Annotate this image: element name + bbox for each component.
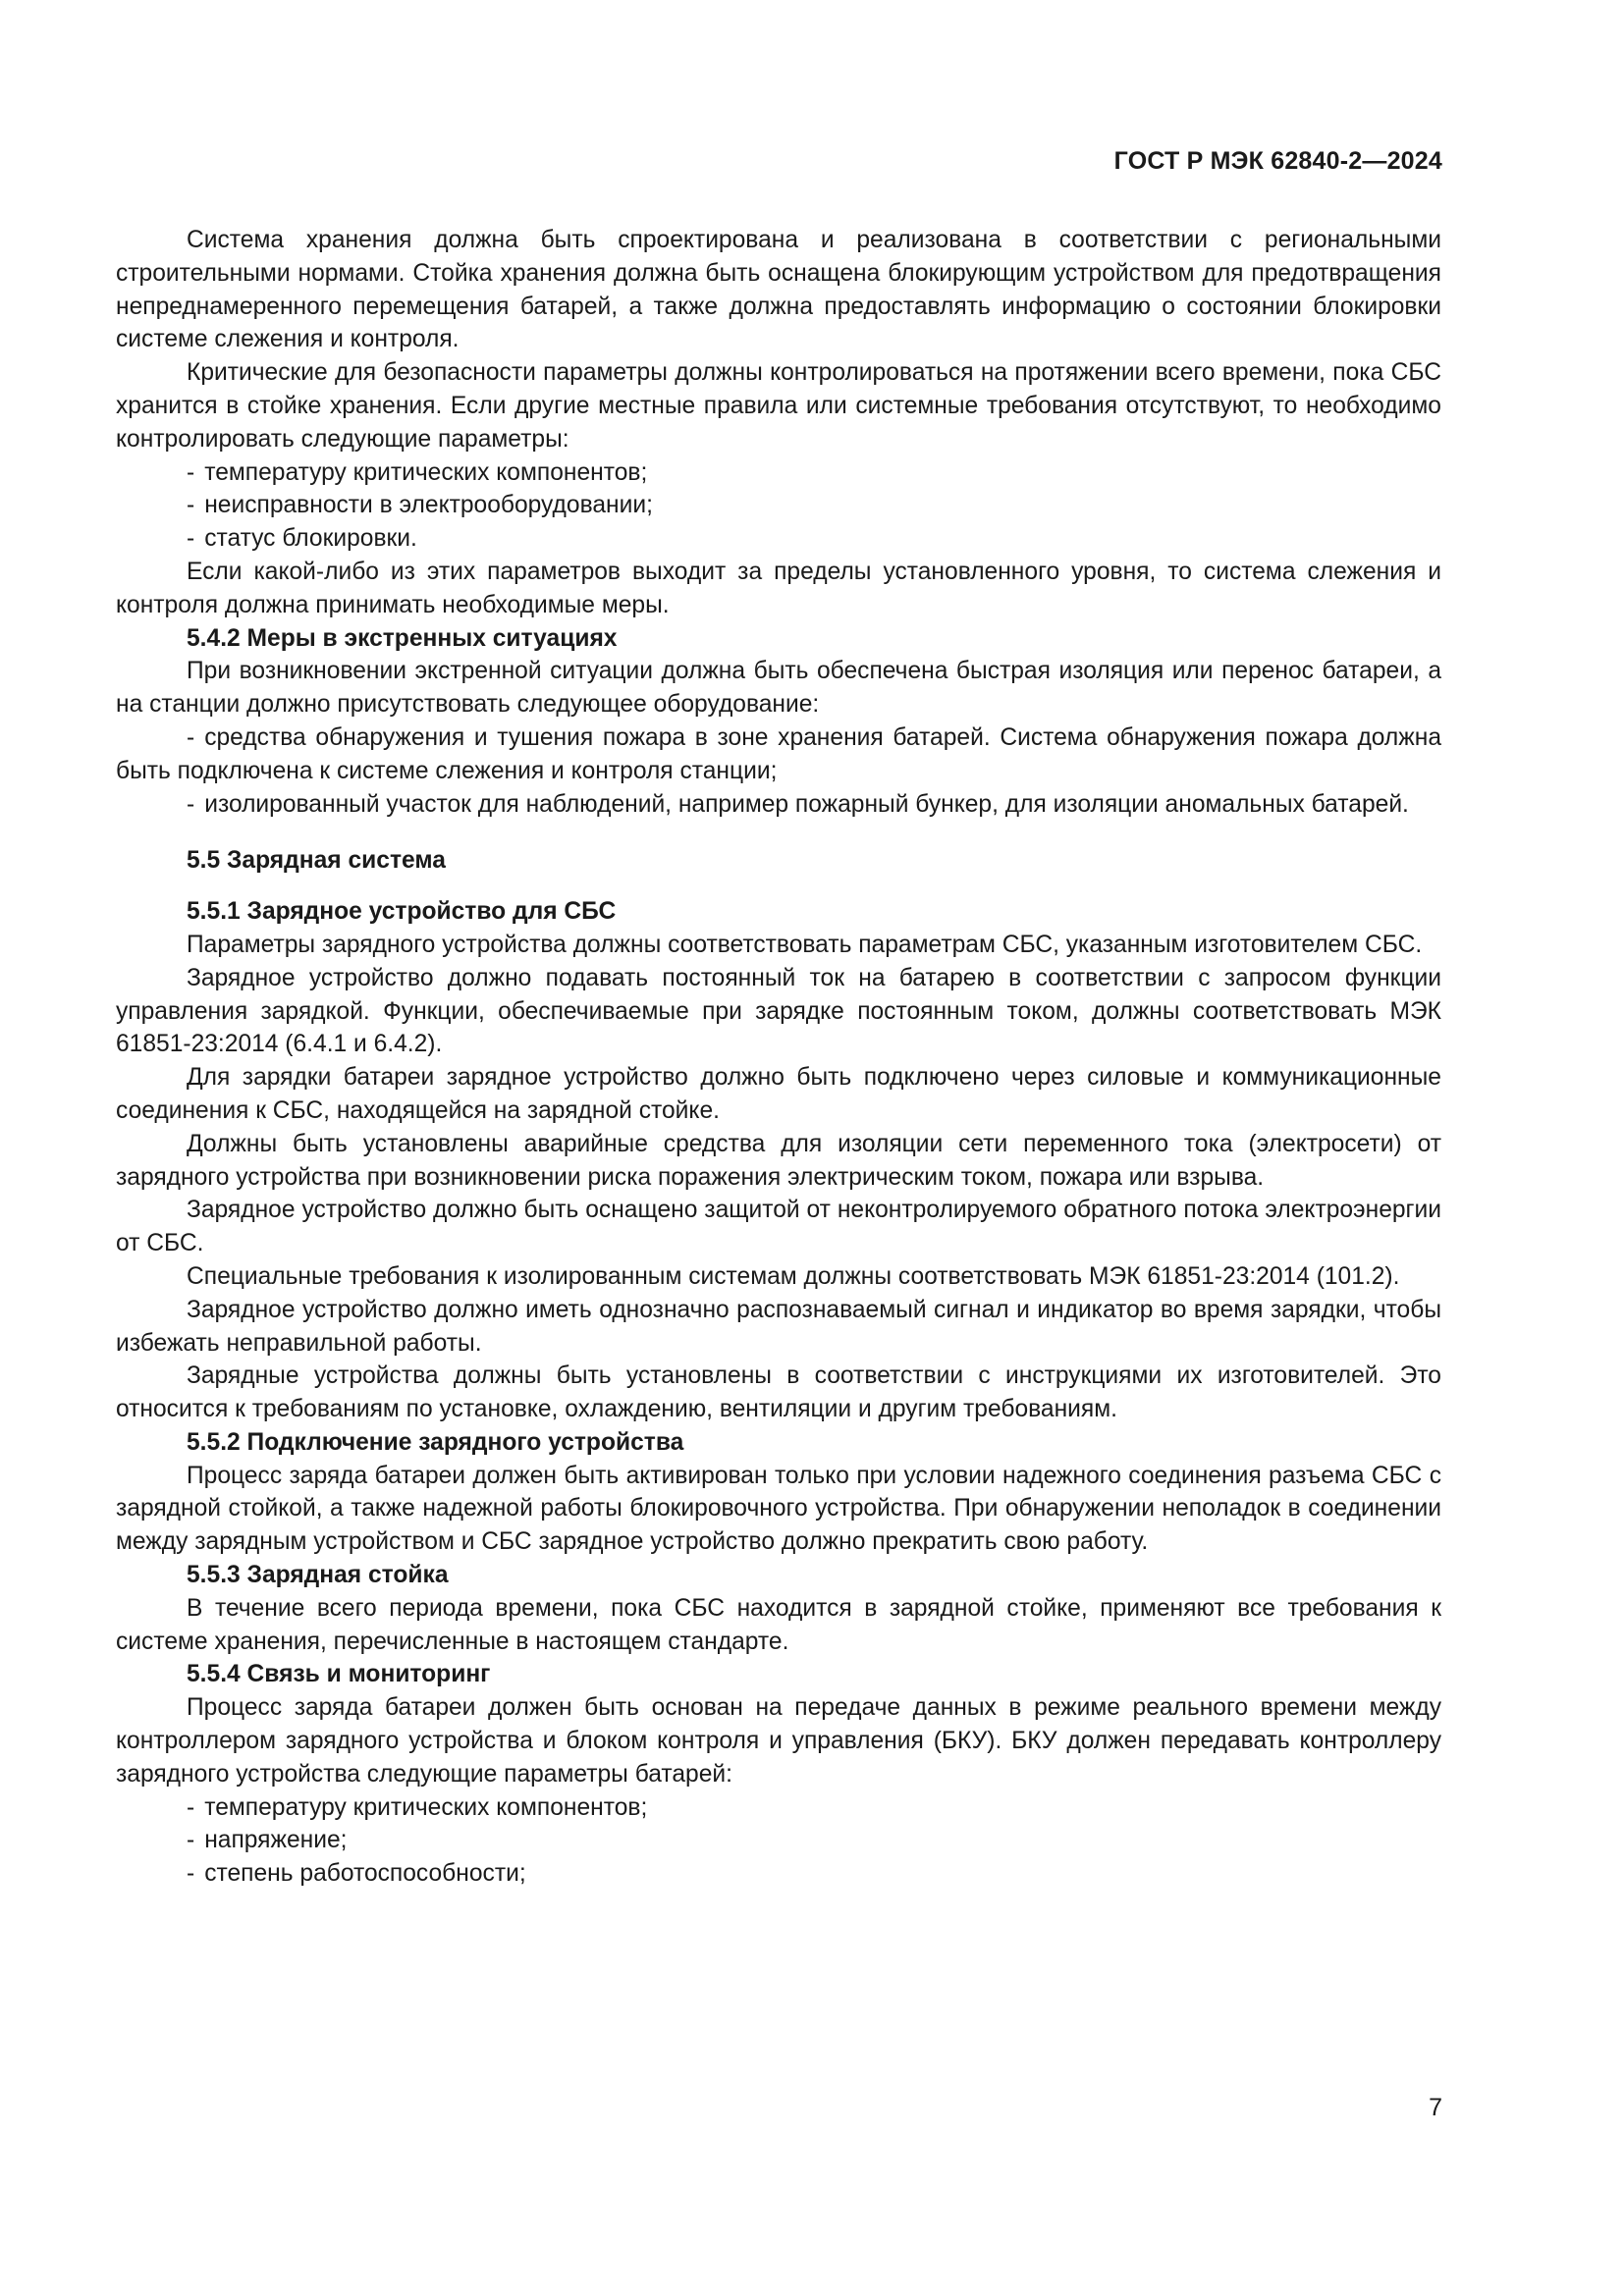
standard-header: ГОСТ Р МЭК 62840-2—2024 (1113, 147, 1442, 175)
section-heading: 5.5.2 Подключение зарядного устройства (187, 1428, 684, 1456)
document-body (116, 224, 1441, 1891)
list-item (116, 1857, 1441, 1891)
paragraph: Система хранения должна быть спроектирована и реализована в соответствии с региональными строительными нормами. Стойка хранения должна быть оснащена блокирующим устройством для предотвращения непреднамеренного перемещения батарей, а также должна предоставлять информацию о состоянии блокировки системе слежения и контроля. (116, 227, 1441, 353)
paragraph: Зарядное устройство должно быть оснащено защитой от неконтролируемого обратного потока электроэнергии от СБС. (116, 1197, 1441, 1257)
paragraph: Должны быть установлены аварийные средства для изоляции сети переменного тока (электросети) от зарядного устройства при возникновении риска поражения электрическим током, пожара или взрыва. (116, 1130, 1441, 1191)
paragraph: Зарядное устройство должно иметь однозначно распознаваемый сигнал и индикатор во время зарядки, чтобы избежать неправильной работы. (116, 1296, 1441, 1357)
paragraph: Критические для безопасности параметры должны контролироваться на протяжении всего времени, пока СБС хранится в стойке хранения. Если другие местные правила или системные требования отсутствуют, то необходимо контролировать следующие параметры: (116, 359, 1441, 453)
list-item (116, 456, 1441, 490)
list-dash: - (187, 458, 195, 486)
list-item-text: статус блокировки. (204, 525, 417, 553)
paragraph: Специальные требования к изолированным системам должны соответствовать МЭК 61851-23:2014 (101.2). (187, 1262, 1400, 1290)
list-item (116, 1791, 1441, 1825)
page-number: 7 (1429, 2094, 1442, 2121)
list-item (116, 721, 1441, 788)
list-item (116, 522, 1441, 556)
paragraph: При возникновении экстренной ситуации должна быть обеспечена быстрая изоляция или перенос батареи, а на станции должно присутствовать следующее оборудование: (116, 658, 1441, 719)
list-item-text: температуру критических компонентов; (204, 458, 648, 486)
paragraph: Зарядные устройства должны быть установлены в соответствии с инструкциями их изготовителей. Это относится к требованиям по установке, охлаждению, вентиляции и другим требованиям. (116, 1362, 1441, 1423)
list-item (116, 1824, 1441, 1857)
list-dash: - (187, 1793, 195, 1821)
section-heading: 5.5.4 Связь и мониторинг (187, 1661, 491, 1688)
section-heading: 5.5.3 Зарядная стойка (187, 1562, 449, 1589)
paragraph: В течение всего периода времени, пока СБС находится в зарядной стойке, применяют все требования к системе хранения, перечисленные в настоящем стандарте. (116, 1594, 1441, 1655)
list-item-text: степень работоспособности; (204, 1860, 526, 1888)
paragraph: Для зарядки батареи зарядное устройство должно быть подключено через силовые и коммуникационные соединения к СБС, находящейся на зарядной стойке. (116, 1064, 1441, 1124)
paragraph: Параметры зарядного устройства должны соответствовать параметрам СБС, указанным изготовителем СБС. (187, 931, 1423, 958)
bullet-list (116, 456, 1441, 556)
section-heading: 5.5 Зарядная система (187, 847, 446, 875)
list-item-text: температуру критических компонентов; (204, 1793, 648, 1821)
list-item-text: напряжение; (204, 1827, 348, 1854)
list-dash: - (187, 723, 195, 751)
paragraph: Процесс заряда батареи должен быть основан на передаче данных в режиме реального времени между контроллером зарядного устройства и блоком контроля и управления (БКУ). БКУ должен передавать контроллеру зарядного устройства следующие параметры батарей: (116, 1694, 1441, 1788)
section-heading: 5.5.1 Зарядное устройство для СБС (187, 898, 617, 926)
list-item (116, 489, 1441, 522)
bullet-list (116, 1791, 1441, 1891)
list-dash: - (187, 790, 195, 818)
section-heading: 5.4.2 Меры в экстренных ситуациях (187, 624, 618, 652)
list-item-text: средства обнаружения и тушения пожара в зоне хранения батарей. Система обнаружения пожара должна быть подключена к системе слежения и контроля станции; (116, 723, 1441, 784)
paragraph: Процесс заряда батареи должен быть активирован только при условии надежного соединения разъема СБС с зарядной стойкой, а также надежной работы блокировочного устройства. При обнаружении неполадок в соединении между зарядным устройством и СБС зарядное устройство должно прекратить свою работу. (116, 1462, 1441, 1556)
list-dash: - (187, 525, 195, 553)
bullet-list (116, 721, 1441, 821)
list-dash: - (187, 492, 195, 519)
list-item-text: неисправности в электрооборудовании; (204, 492, 653, 519)
paragraph: Зарядное устройство должно подавать постоянный ток на батарею в соответствии с запросом функции управления зарядкой. Функции, обеспечиваемые при зарядке постоянным током, должны соответствовать МЭК 61851-23:2014 (6.4.1 и 6.4.2). (116, 964, 1441, 1058)
paragraph: Если какой-либо из этих параметров выходит за пределы установленного уровня, то система слежения и контроля должна принимать необходимые меры. (116, 558, 1441, 618)
list-dash: - (187, 1860, 195, 1888)
list-item (116, 788, 1441, 822)
list-item-text: изолированный участок для наблюдений, например пожарный бункер, для изоляции аномальных батарей. (204, 790, 1409, 818)
list-dash: - (187, 1827, 195, 1854)
